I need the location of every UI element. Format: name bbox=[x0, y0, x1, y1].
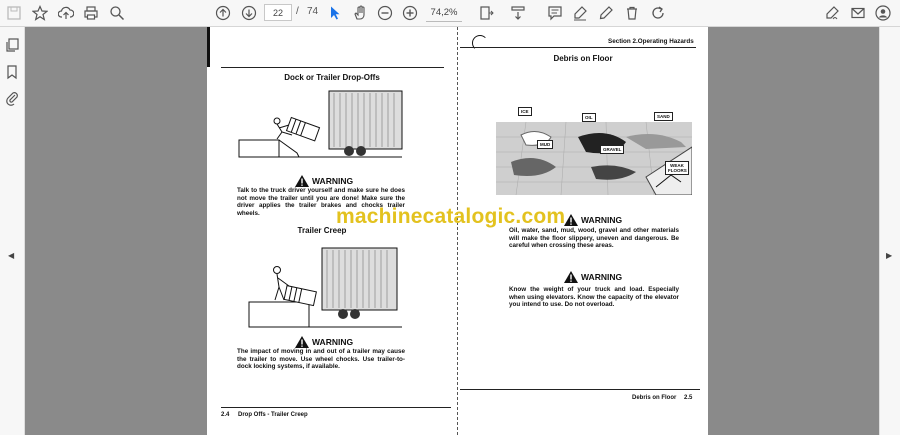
toolbar bbox=[0, 0, 900, 27]
delete-icon[interactable] bbox=[622, 3, 642, 23]
binding-mark bbox=[472, 35, 488, 51]
top-rule bbox=[221, 67, 444, 68]
warning-heading-3 bbox=[564, 214, 622, 226]
section-title-dock: Dock or Trailer Drop-Offs bbox=[284, 73, 380, 82]
zoom-out-icon[interactable] bbox=[375, 3, 395, 23]
page-down-icon[interactable] bbox=[239, 3, 259, 23]
page-spread bbox=[207, 27, 708, 435]
upload-icon[interactable] bbox=[56, 3, 76, 23]
email-icon[interactable] bbox=[848, 3, 868, 23]
warning-text-3: Oil, water, sand, mud, wood, gravel and other materials will make the floor slippery, uneven and dangerous. Be careful when crossing these areas. bbox=[509, 227, 679, 250]
warning-text-2: The impact of moving in and out of a trailer may cause the trailer to move. Use wheel chocks. Use trailer-to-dock locking systems, if available. bbox=[237, 348, 405, 371]
print-icon[interactable] bbox=[81, 3, 101, 23]
left-page bbox=[207, 27, 457, 435]
page-number-input[interactable]: 22 bbox=[264, 4, 292, 21]
warning-triangle-icon bbox=[564, 214, 578, 226]
warning-heading-2 bbox=[295, 336, 353, 348]
warning-label-1: WARNING bbox=[312, 176, 354, 186]
sign-ice: ICE bbox=[518, 107, 532, 116]
attachment-icon[interactable] bbox=[4, 90, 20, 106]
sign-weak-floors: WEAK FLOORS bbox=[665, 161, 689, 175]
page-up-icon[interactable] bbox=[213, 3, 233, 23]
section-title-creep: Trailer Creep bbox=[297, 226, 347, 235]
cursor-icon[interactable] bbox=[325, 3, 345, 23]
page-separator: / bbox=[296, 6, 299, 17]
rotate-icon[interactable] bbox=[648, 3, 668, 23]
save-icon[interactable] bbox=[4, 3, 24, 23]
warning-label-2: WARNING bbox=[312, 337, 354, 347]
highlight-icon[interactable] bbox=[570, 3, 590, 23]
right-scrollbar[interactable] bbox=[879, 27, 900, 435]
warning-heading-1 bbox=[295, 175, 353, 187]
footer-page-number: 2.4 bbox=[221, 412, 230, 418]
warning-label-4: WARNING bbox=[581, 272, 623, 282]
top-rule bbox=[460, 47, 696, 48]
footer-page-number: 2.5 bbox=[684, 395, 693, 401]
warning-text-4: Know the weight of your truck and load. Especially when using elevators. Know the capacity of the elevator you intend to use. Do not overload. bbox=[509, 286, 679, 309]
sign-icon[interactable] bbox=[822, 3, 842, 23]
watermark-text: machinecatalogic.com bbox=[336, 205, 566, 228]
zoom-search-icon[interactable] bbox=[107, 3, 127, 23]
warning-triangle-icon bbox=[295, 175, 309, 187]
trailer-creep-illustration bbox=[247, 242, 407, 332]
footer-title: Drop Offs - Trailer Creep bbox=[238, 412, 308, 418]
comment-icon[interactable] bbox=[545, 3, 565, 23]
bottom-rule bbox=[460, 389, 700, 390]
footer-title: Debris on Floor bbox=[632, 395, 677, 401]
hand-icon[interactable] bbox=[350, 3, 370, 23]
page-total: 74 bbox=[307, 6, 319, 17]
section-title-debris: Debris on Floor bbox=[553, 54, 613, 63]
fit-page-icon[interactable] bbox=[476, 3, 496, 23]
bottom-rule bbox=[221, 407, 451, 408]
copy-pages-icon[interactable] bbox=[4, 37, 20, 53]
warning-label-3: WARNING bbox=[581, 215, 623, 225]
sign-oil: OIL bbox=[582, 113, 596, 122]
star-icon[interactable] bbox=[30, 3, 50, 23]
draw-icon[interactable] bbox=[596, 3, 616, 23]
scroll-mode-icon[interactable] bbox=[508, 3, 528, 23]
section-header: Section 2.Operating Hazards bbox=[608, 38, 694, 45]
debris-illustration bbox=[496, 107, 692, 195]
warning-triangle-icon bbox=[564, 271, 578, 283]
left-sidebar bbox=[0, 27, 25, 435]
right-page bbox=[458, 27, 708, 435]
sign-gravel: GRAVEL bbox=[600, 145, 624, 154]
sign-sand: SAND bbox=[654, 112, 673, 121]
warning-triangle-icon bbox=[295, 336, 309, 348]
zoom-level-dropdown[interactable]: 74,2% bbox=[426, 4, 462, 22]
warning-heading-4 bbox=[564, 271, 622, 283]
dock-dropoff-illustration bbox=[237, 87, 407, 162]
warning-text-1: Talk to the truck driver yourself and make sure he does not move the trailer until you are done! Make sure the driver applies the trailer brakes and chocks trailer wheels. bbox=[237, 187, 405, 217]
sign-mud: MUD bbox=[537, 140, 553, 149]
bookmark-icon[interactable] bbox=[4, 64, 20, 80]
expand-right-icon[interactable]: ▶ bbox=[886, 251, 893, 260]
account-icon[interactable] bbox=[873, 3, 893, 23]
collapse-left-icon[interactable]: ◀ bbox=[8, 251, 15, 260]
zoom-in-icon[interactable] bbox=[400, 3, 420, 23]
